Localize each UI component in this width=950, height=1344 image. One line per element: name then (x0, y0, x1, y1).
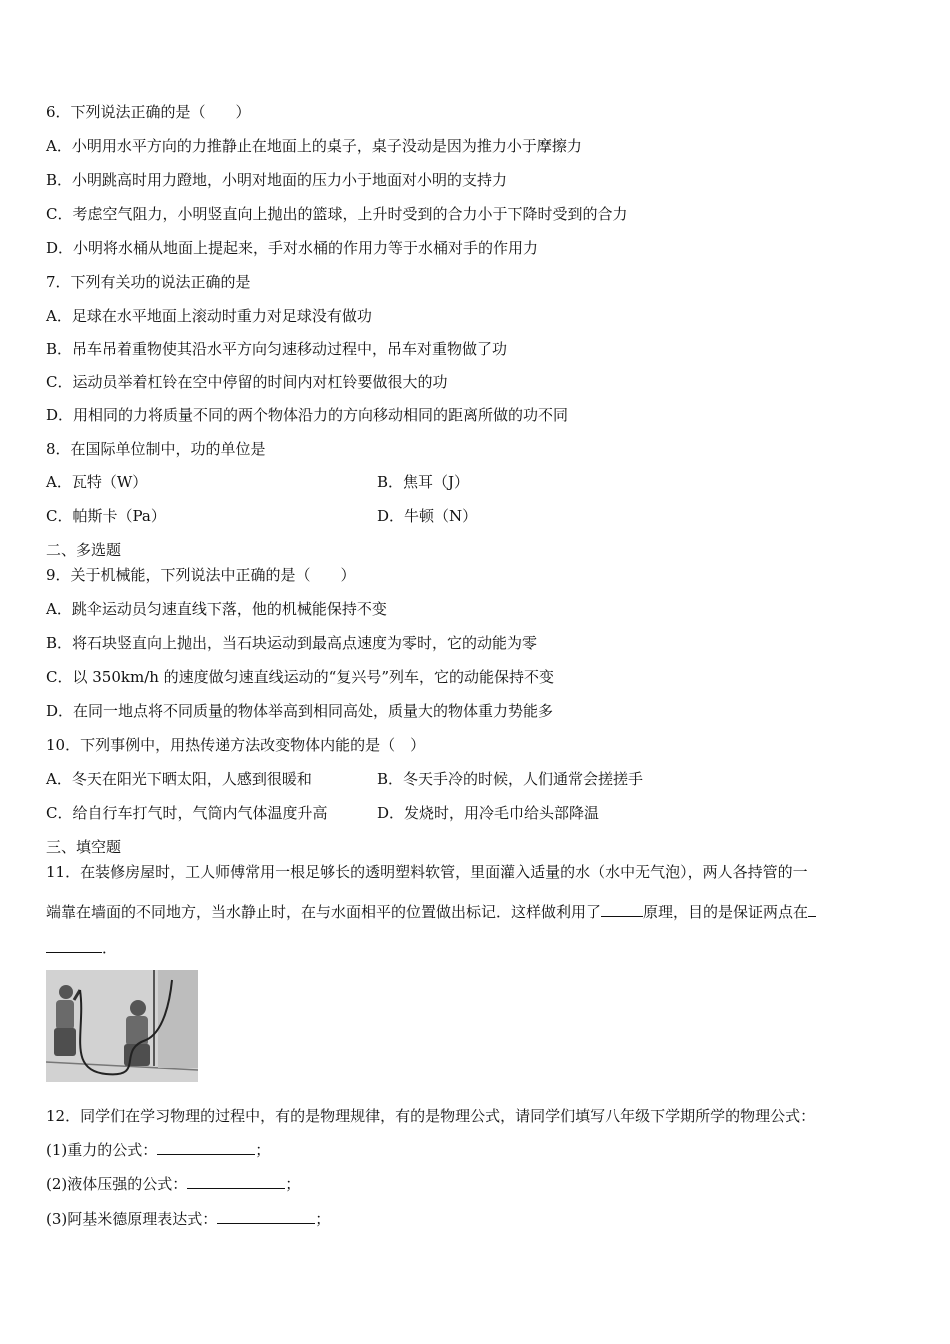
q10-stem: 10．下列事例中，用热传递方法改变物体内能的是（ ） (46, 736, 426, 754)
q12-item-3 (46, 1209, 330, 1229)
q9-option-d: D．在同一地点将不同质量的物体举高到相同高处，质量大的物体重力势能多 (46, 702, 554, 720)
q12-item-3-label: (3)阿基米德原理表达式： (46, 1210, 218, 1228)
q12-stem: 12．同学们在学习物理的过程中，有的是物理规律，有的是物理公式，请同学们填写八年级下学期所学的物理公式： (46, 1107, 816, 1125)
q8-option-c: C．帕斯卡（Pa） (46, 507, 166, 525)
q11-text-end: ． (102, 939, 118, 957)
q7-option-b: B．吊车吊着重物使其沿水平方向匀速移动过程中，吊车对重物做了功 (46, 340, 508, 358)
q7-stem: 7．下列有关功的说法正确的是 (46, 273, 251, 291)
q8-option-d: D．牛顿（N） (377, 507, 478, 525)
q9-option-b: B．将石块竖直向上抛出，当石块运动到最高点速度为零时，它的动能为零 (46, 634, 538, 652)
q6-option-c: C．考虑空气阻力，小明竖直向上抛出的篮球，上升时受到的合力小于下降时受到的合力 (46, 205, 628, 223)
q7-option-d: D．用相同的力将质量不同的两个物体沿力的方向移动相同的距离所做的功不同 (46, 406, 569, 424)
q12-item-2-label: (2)液体压强的公式： (46, 1175, 188, 1193)
q12-item-3-end: ； (315, 1210, 331, 1228)
q6-option-a: A．小明用水平方向的力推静止在地面上的桌子，桌子没动是因为推力小于摩擦力 (46, 137, 582, 155)
answer-blank (601, 902, 643, 917)
q11-line-2 (46, 902, 816, 922)
q12-item-2-end: ； (285, 1175, 301, 1193)
section-heading-fill-in: 三、填空题 (46, 838, 122, 856)
q6-stem: 6．下列说法正确的是（ ） (46, 103, 251, 121)
q8-option-a: A．瓦特（W） (46, 473, 148, 491)
q12-item-1-end: ； (255, 1141, 271, 1159)
q12-item-1-label: (1)重力的公式： (46, 1141, 158, 1159)
q7-option-c: C．运动员举着杠铃在空中停留的时间内对杠铃要做很大的功 (46, 373, 448, 391)
q12-item-1 (46, 1140, 270, 1160)
workers-leveling-illustration (46, 970, 198, 1082)
q11-text-a: 端靠在墙面的不同地方，当水静止时，在与水面相平的位置做出标记．这样做利用了 (46, 903, 602, 921)
answer-blank (217, 1209, 315, 1224)
q10-option-b: B．冬天手冷的时候，人们通常会搓搓手 (377, 770, 644, 788)
q9-stem: 9．关于机械能，下列说法中正确的是（ ） (46, 566, 356, 584)
section-heading-multiple-choice: 二、多选题 (46, 541, 122, 559)
answer-blank (46, 938, 102, 953)
q7-option-a: A．足球在水平地面上滚动时重力对足球没有做功 (46, 307, 372, 325)
q11-line-1: 11．在装修房屋时，工人师傅常用一根足够长的透明塑料软管，里面灌入适量的水（水中无气泡），两人各持管的一 (46, 863, 808, 881)
q10-option-a: A．冬天在阳光下晒太阳，人感到很暖和 (46, 770, 312, 788)
q12-item-2 (46, 1174, 300, 1194)
q9-option-a: A．跳伞运动员匀速直线下落，他的机械能保持不变 (46, 600, 387, 618)
answer-blank (808, 902, 816, 917)
q6-option-d: D．小明将水桶从地面上提起来，手对水桶的作用力等于水桶对手的作用力 (46, 239, 539, 257)
q6-option-b: B．小明跳高时用力蹬地，小明对地面的压力小于地面对小明的支持力 (46, 171, 508, 189)
answer-blank (187, 1174, 285, 1189)
q10-option-d: D．发烧时，用冷毛巾给头部降温 (377, 804, 600, 822)
q9-option-c: C．以 350km/h 的速度做匀速直线运动的“复兴号”列车，它的动能保持不变 (46, 668, 555, 686)
q11-line-3 (46, 938, 117, 958)
q8-stem: 8．在国际单位制中，功的单位是 (46, 440, 266, 458)
illustration-drawing (46, 970, 198, 1082)
q10-option-c: C．给自行车打气时，气筒内气体温度升高 (46, 804, 328, 822)
answer-blank (157, 1140, 255, 1155)
q11-text-b: 原理，目的是保证两点在 (643, 903, 809, 921)
q8-option-b: B．焦耳（J） (377, 473, 470, 491)
